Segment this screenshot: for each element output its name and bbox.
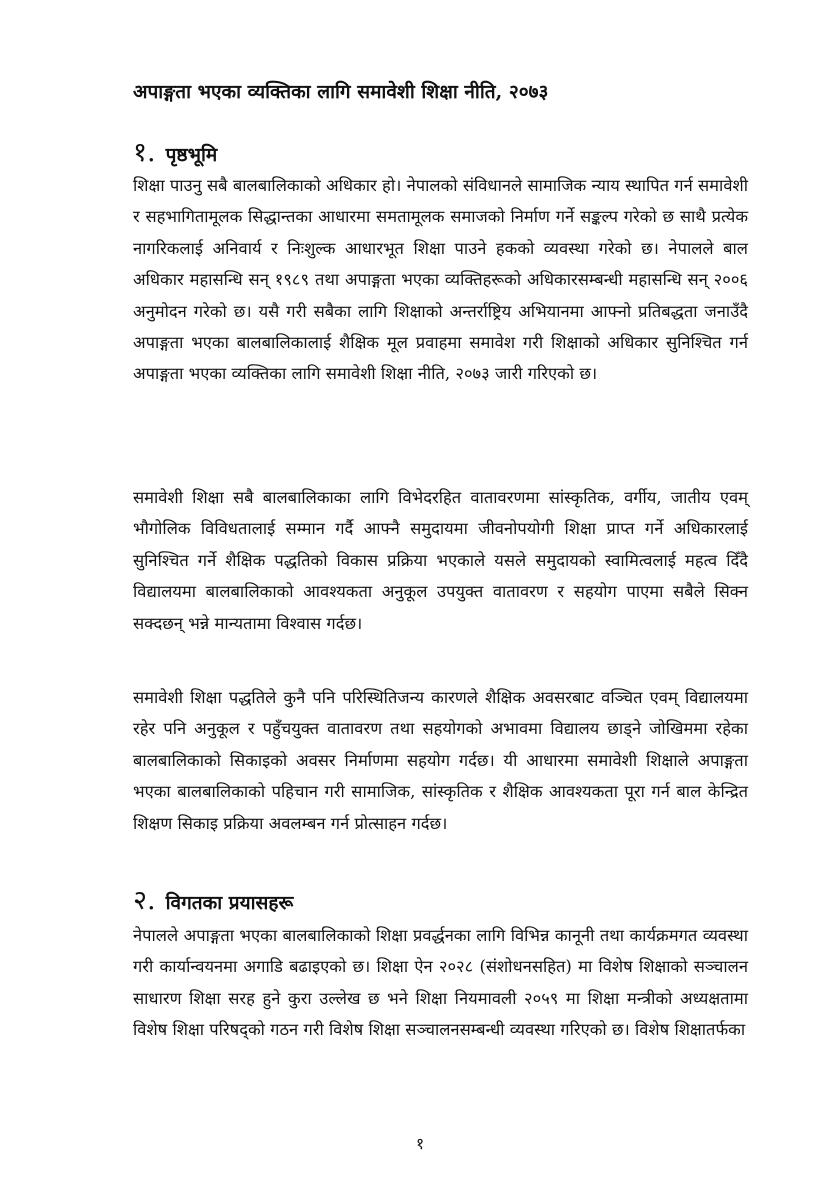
section-number: २.	[133, 885, 156, 916]
paragraph: समावेशी शिक्षा सबै बालबालिकाका लागि विभेदरहित वातावरणमा सांस्कृतिक, वर्गीय, जातीय एवम् भौगोलिक विविधतालाई सम्मान गर्दै आफ्नै समुदायमा जीवनोपयोगी शिक्षा प्राप्त गर्ने अधिकारलाई सुनिश्चित गर्ने शैक्षिक पद्धतिको विकास प्रक्रिया भएकाले यसले समुदायको स्वामित्वलाई महत्व दिँदै विद्यालयमा बालबालिकाको आवश्यकता अनुकूल उपयुक्त वातावरण र सहयोग पाएमा सबैले सिक्न सक्दछन् भन्ने मान्यतामा विश्वास गर्दछ।	[133, 488, 748, 633]
section-heading-previous-efforts	[133, 884, 753, 921]
section-title: विगतका प्रयासहरू	[165, 892, 294, 914]
paragraph: शिक्षा पाउनु सबै बालबालिकाको अधिकार हो। नेपालको संविधानले सामाजिक न्याय स्थापित गर्न समावेशी र सहभागितामूलक सिद्धान्तका आधारमा समतामूलक समाजको निर्माण गर्ने सङ्कल्प गरेको छ साथै प्रत्येक नागरिकलाई अनिवार्य र निःशुल्क आधारभूत शिक्षा पाउने हकको व्यवस्था गरेको छ। नेपालले बाल अधिकार महासन्धि सन् १९८९ तथा अपाङ्गता भएका व्यक्तिहरूको अधिकारसम्बन्धी महासन्धि सन् २००६ अनुमोदन गरेको छ। यसै गरी सबैका लागि शिक्षाको अन्तर्राष्ट्रिय अभियानमा आफ्नो प्रतिबद्धता जनाउँदै अपाङ्गता भएका बालबालिकालाई शैक्षिक मूल प्रवाहमा समावेश गरी शिक्षाको अधिकार सुनिश्चित गर्न अपाङ्गता भएका व्यक्तिका लागि समावेशी शिक्षा नीति, २०७३ जारी गरिएको छ।	[133, 176, 748, 384]
paragraph: नेपालले अपाङ्गता भएका बालबालिकाको शिक्षा प्रवर्द्धनका लागि विभिन्न कानूनी तथा कार्यक्रमगत व्यवस्था गरी कार्यान्वयनमा अगाडि बढाइएको छ। शिक्षा ऐन २०२८ (संशोधनसहित) मा विशेष शिक्षाको सञ्चालन साधारण शिक्षा सरह हुने कुरा उल्लेख छ भने शिक्षा नियमावली २०५९ मा शिक्षा मन्त्रीको अध्यक्षतामा विशेष शिक्षा परिषद्को गठन गरी विशेष शिक्षा सञ्चालनसम्बन्धी व्यवस्था गरिएको छ। विशेष शिक्षातर्फका	[133, 926, 748, 1040]
page-number: १	[415, 1134, 425, 1153]
document-title: अपाङ्गता भएका व्यक्तिका लागि समावेशी शिक्षा नीति, २०७३	[133, 81, 549, 103]
paragraph: समावेशी शिक्षा पद्धतिले कुनै पनि परिस्थितिजन्य कारणले शैक्षिक अवसरबाट वञ्चित एवम् विद्यालयमा रहेर पनि अनुकूल र पहुँचयुक्त वातावरण तथा सहयोगको अभावमा विद्यालय छाड्ने जोखिममा रहेका बालबालिकाको सिकाइको अवसर निर्माणमा सहयोग गर्दछ। यी आधारमा समावेशी शिक्षाले अपाङ्गता भएका बालबालिकाको पहिचान गरी सामाजिक, सांस्कृतिक र शैक्षिक आवश्यकता पूरा गर्न बाल केन्द्रित शिक्षण सिकाइ प्रक्रिया अवलम्बन गर्न प्रोत्साहन गर्दछ।	[133, 688, 748, 833]
section-number: १.	[133, 137, 156, 168]
section-title: पृष्ठभूमि	[165, 144, 218, 166]
section-heading-background	[133, 136, 753, 173]
